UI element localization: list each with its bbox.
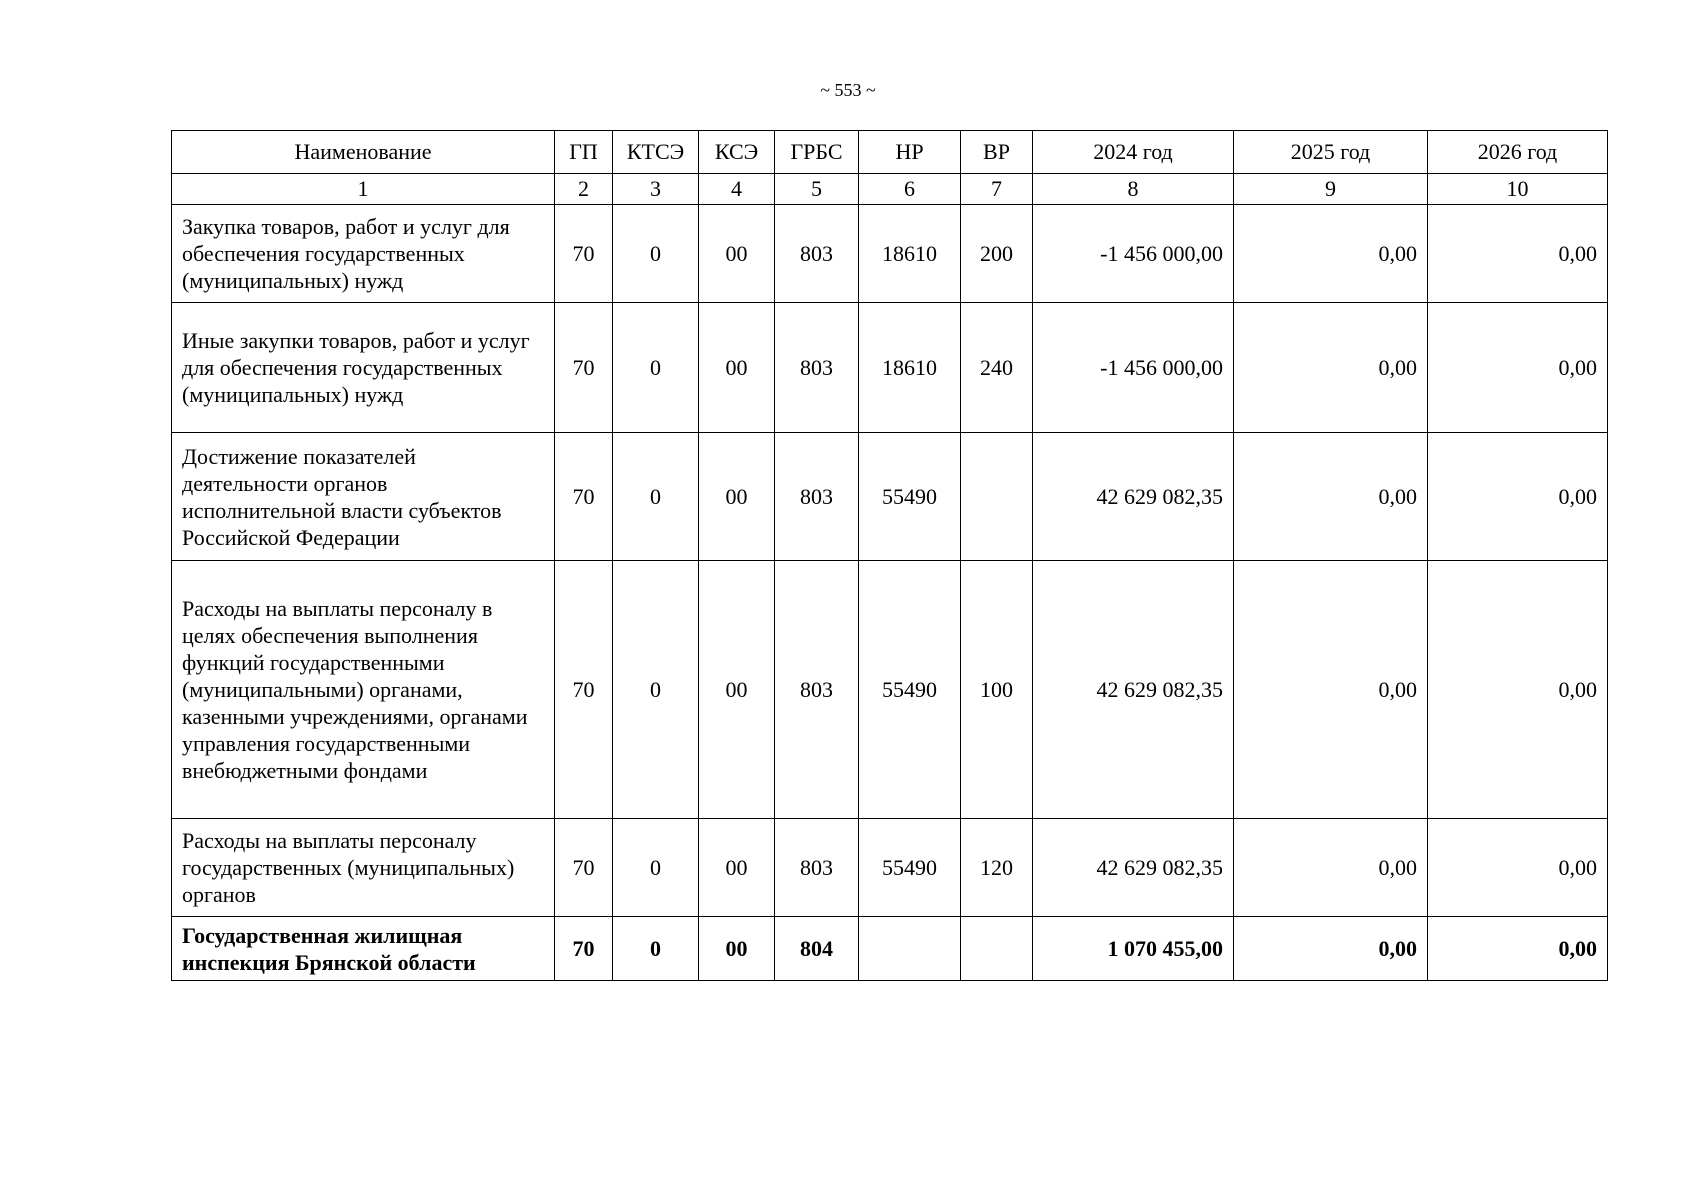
row-gp: 70 xyxy=(555,819,613,917)
header-nr: НР xyxy=(859,131,961,174)
row-nr: 18610 xyxy=(859,205,961,303)
header-gp: ГП xyxy=(555,131,613,174)
row-name: Государственная жилищная инспекция Брянской области xyxy=(172,917,555,981)
header-kse: КСЭ xyxy=(699,131,775,174)
row-nr: 55490 xyxy=(859,819,961,917)
row-ktse: 0 xyxy=(613,561,699,819)
row-gp: 70 xyxy=(555,561,613,819)
row-vr xyxy=(961,917,1033,981)
column-number: 9 xyxy=(1234,174,1428,205)
column-number: 10 xyxy=(1428,174,1608,205)
table-row-total xyxy=(172,917,1608,981)
row-name: Достижение показателей деятельности органов исполнительной власти субъектов Российской Федерации xyxy=(172,433,555,561)
header-2026: 2026 год xyxy=(1428,131,1608,174)
row-gp: 70 xyxy=(555,303,613,433)
column-number: 5 xyxy=(775,174,859,205)
row-vr: 240 xyxy=(961,303,1033,433)
row-grbs: 803 xyxy=(775,819,859,917)
row-ktse: 0 xyxy=(613,303,699,433)
header-2025: 2025 год xyxy=(1234,131,1428,174)
row-grbs: 804 xyxy=(775,917,859,981)
row-kse: 00 xyxy=(699,303,775,433)
row-gp: 70 xyxy=(555,433,613,561)
row-vr: 200 xyxy=(961,205,1033,303)
header-name: Наименование xyxy=(172,131,555,174)
column-number: 2 xyxy=(555,174,613,205)
row-kse: 00 xyxy=(699,917,775,981)
row-2024: 42 629 082,35 xyxy=(1033,561,1234,819)
row-kse: 00 xyxy=(699,433,775,561)
row-vr: 100 xyxy=(961,561,1033,819)
column-number-row xyxy=(172,174,1608,205)
table-row xyxy=(172,205,1608,303)
row-nr: 55490 xyxy=(859,433,961,561)
budget-table xyxy=(171,130,1608,981)
row-vr xyxy=(961,433,1033,561)
row-2024: 1 070 455,00 xyxy=(1033,917,1234,981)
header-2024: 2024 год xyxy=(1033,131,1234,174)
row-name: Иные закупки товаров, работ и услуг для обеспечения государственных (муниципальных) нужд xyxy=(172,303,555,433)
row-grbs: 803 xyxy=(775,433,859,561)
row-nr: 18610 xyxy=(859,303,961,433)
table-row xyxy=(172,303,1608,433)
row-2025: 0,00 xyxy=(1234,303,1428,433)
header-grbs: ГРБС xyxy=(775,131,859,174)
row-grbs: 803 xyxy=(775,303,859,433)
table-row xyxy=(172,819,1608,917)
row-nr: 55490 xyxy=(859,561,961,819)
row-kse: 00 xyxy=(699,205,775,303)
row-2026: 0,00 xyxy=(1428,561,1608,819)
table-row xyxy=(172,433,1608,561)
row-name: Расходы на выплаты персоналу государственных (муниципальных) органов xyxy=(172,819,555,917)
row-2026: 0,00 xyxy=(1428,303,1608,433)
row-gp: 70 xyxy=(555,917,613,981)
row-grbs: 803 xyxy=(775,561,859,819)
header-row xyxy=(172,131,1608,174)
row-grbs: 803 xyxy=(775,205,859,303)
row-ktse: 0 xyxy=(613,205,699,303)
row-2024: 42 629 082,35 xyxy=(1033,433,1234,561)
row-2026: 0,00 xyxy=(1428,205,1608,303)
row-2025: 0,00 xyxy=(1234,917,1428,981)
row-kse: 00 xyxy=(699,561,775,819)
header-ktse: КТСЭ xyxy=(613,131,699,174)
row-2024: -1 456 000,00 xyxy=(1033,303,1234,433)
row-ktse: 0 xyxy=(613,433,699,561)
row-ktse: 0 xyxy=(613,819,699,917)
row-2025: 0,00 xyxy=(1234,561,1428,819)
column-number: 4 xyxy=(699,174,775,205)
column-number: 6 xyxy=(859,174,961,205)
column-number: 8 xyxy=(1033,174,1234,205)
row-kse: 00 xyxy=(699,819,775,917)
row-ktse: 0 xyxy=(613,917,699,981)
column-number: 7 xyxy=(961,174,1033,205)
row-name: Закупка товаров, работ и услуг для обеспечения государственных (муниципальных) нужд xyxy=(172,205,555,303)
header-vr: ВР xyxy=(961,131,1033,174)
column-number: 1 xyxy=(172,174,555,205)
row-2025: 0,00 xyxy=(1234,433,1428,561)
row-2025: 0,00 xyxy=(1234,205,1428,303)
row-2024: 42 629 082,35 xyxy=(1033,819,1234,917)
column-number: 3 xyxy=(613,174,699,205)
table-row xyxy=(172,561,1608,819)
page-number: ~ 553 ~ xyxy=(820,80,876,100)
row-2026: 0,00 xyxy=(1428,819,1608,917)
row-2026: 0,00 xyxy=(1428,917,1608,981)
row-2024: -1 456 000,00 xyxy=(1033,205,1234,303)
row-2025: 0,00 xyxy=(1234,819,1428,917)
row-name: Расходы на выплаты персоналу в целях обеспечения выполнения функций государственными (муниципальными) органами, казенными учреждениями, органами управления государственными внебюджетными фондами xyxy=(172,561,555,819)
row-2026: 0,00 xyxy=(1428,433,1608,561)
row-gp: 70 xyxy=(555,205,613,303)
row-vr: 120 xyxy=(961,819,1033,917)
row-nr xyxy=(859,917,961,981)
